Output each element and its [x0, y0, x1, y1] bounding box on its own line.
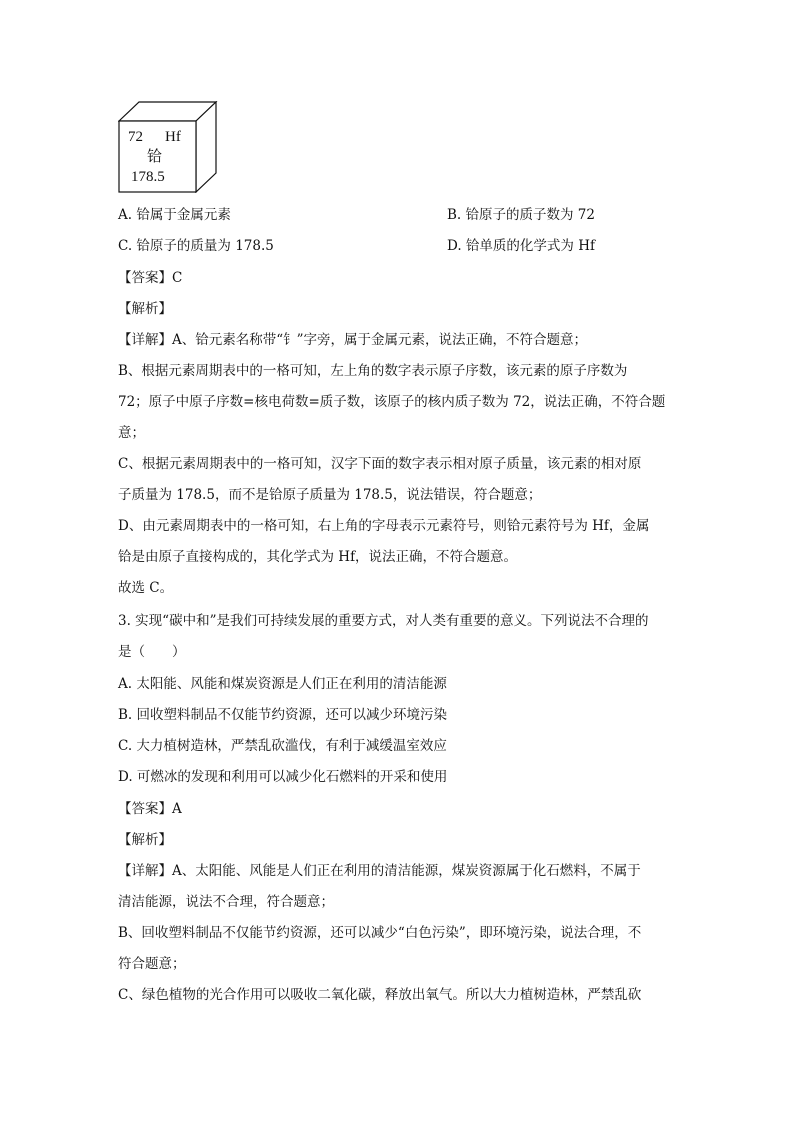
q3-option-b: B. 回收塑料制品不仅能节约资源，还可以减少环境污染	[118, 707, 448, 723]
q2-analysis-heading: 【解析】	[118, 301, 172, 317]
q2-detail-line: 意；	[118, 425, 145, 441]
element-symbol: Hf	[165, 129, 181, 145]
element-name: 铪	[147, 149, 163, 165]
q3-option-d: D. 可燃冰的发现和利用可以减少化石燃料的开采和使用	[118, 769, 448, 785]
q2-detail-line: C、根据元素周期表中的一格可知，汉字下面的数字表示相对原子质量，该元素的相对原	[118, 456, 642, 472]
q2-detail-line: D、由元素周期表中的一格可知，右上角的字母表示元素符号，则铪元素符号为 Hf，金属	[118, 518, 650, 534]
q2-detail-line: 铪是由原子直接构成的，其化学式为 Hf，说法正确，不符合题意。	[118, 549, 518, 565]
q3-answer: 【答案】A	[118, 801, 182, 817]
periodic-table-cell	[118, 101, 218, 193]
q2-detail-line: 子质量为 178.5，而不是铪原子质量为 178.5，说法错误，符合题意；	[118, 487, 542, 503]
q2-detail-line: 72；原子中原子序数=核电荷数=质子数，该原子的核内质子数为 72，说法正确，不符合题	[118, 394, 666, 410]
q3-option-c: C. 大力植树造林，严禁乱砍滥伐，有利于减缓温室效应	[118, 738, 447, 754]
q2-option-a: A. 铪属于金属元素	[118, 207, 231, 223]
q2-detail-line: 【详解】A、铪元素名称带“钅”字旁，属于金属元素，说法正确，不符合题意；	[118, 332, 588, 348]
q3-detail-line: 【详解】A、太阳能、风能是人们正在利用的清洁能源，煤炭资源属于化石燃料，不属于	[118, 863, 641, 879]
q2-conclusion: 故选 C。	[118, 580, 174, 596]
q3-analysis-heading: 【解析】	[118, 832, 172, 848]
q2-option-b: B. 铪原子的质子数为 72	[447, 207, 595, 223]
q3-stem: 3. 实现“碳中和”是我们可持续发展的重要方式，对人类有重要的意义。下列说法不合理的	[118, 613, 649, 629]
atomic-mass: 178.5	[131, 169, 165, 185]
q2-detail-line: B、根据元素周期表中的一格可知，左上角的数字表示原子序数，该元素的原子序数为	[118, 363, 628, 379]
q2-option-c: C. 铪原子的质量为 178.5	[118, 238, 274, 254]
q3-option-a: A. 太阳能、风能和煤炭资源是人们正在利用的清洁能源	[118, 676, 447, 692]
q2-answer: 【答案】C	[118, 270, 183, 286]
q3-detail-line: 符合题意；	[118, 956, 186, 972]
q3-detail-line: C、绿色植物的光合作用可以吸收二氧化碳，释放出氧气。所以大力植树造林，严禁乱砍	[118, 987, 642, 1003]
q2-option-d: D. 铪单质的化学式为 Hf	[447, 238, 595, 254]
atomic-number: 72	[128, 129, 143, 145]
q3-stem: 是（ ）	[118, 644, 186, 660]
q3-detail-line: B、回收塑料制品不仅能节约资源，还可以减少“白色污染”，即环境污染，说法合理，不	[118, 925, 642, 941]
q3-detail-line: 清洁能源，说法不合理，符合题意；	[118, 894, 334, 910]
